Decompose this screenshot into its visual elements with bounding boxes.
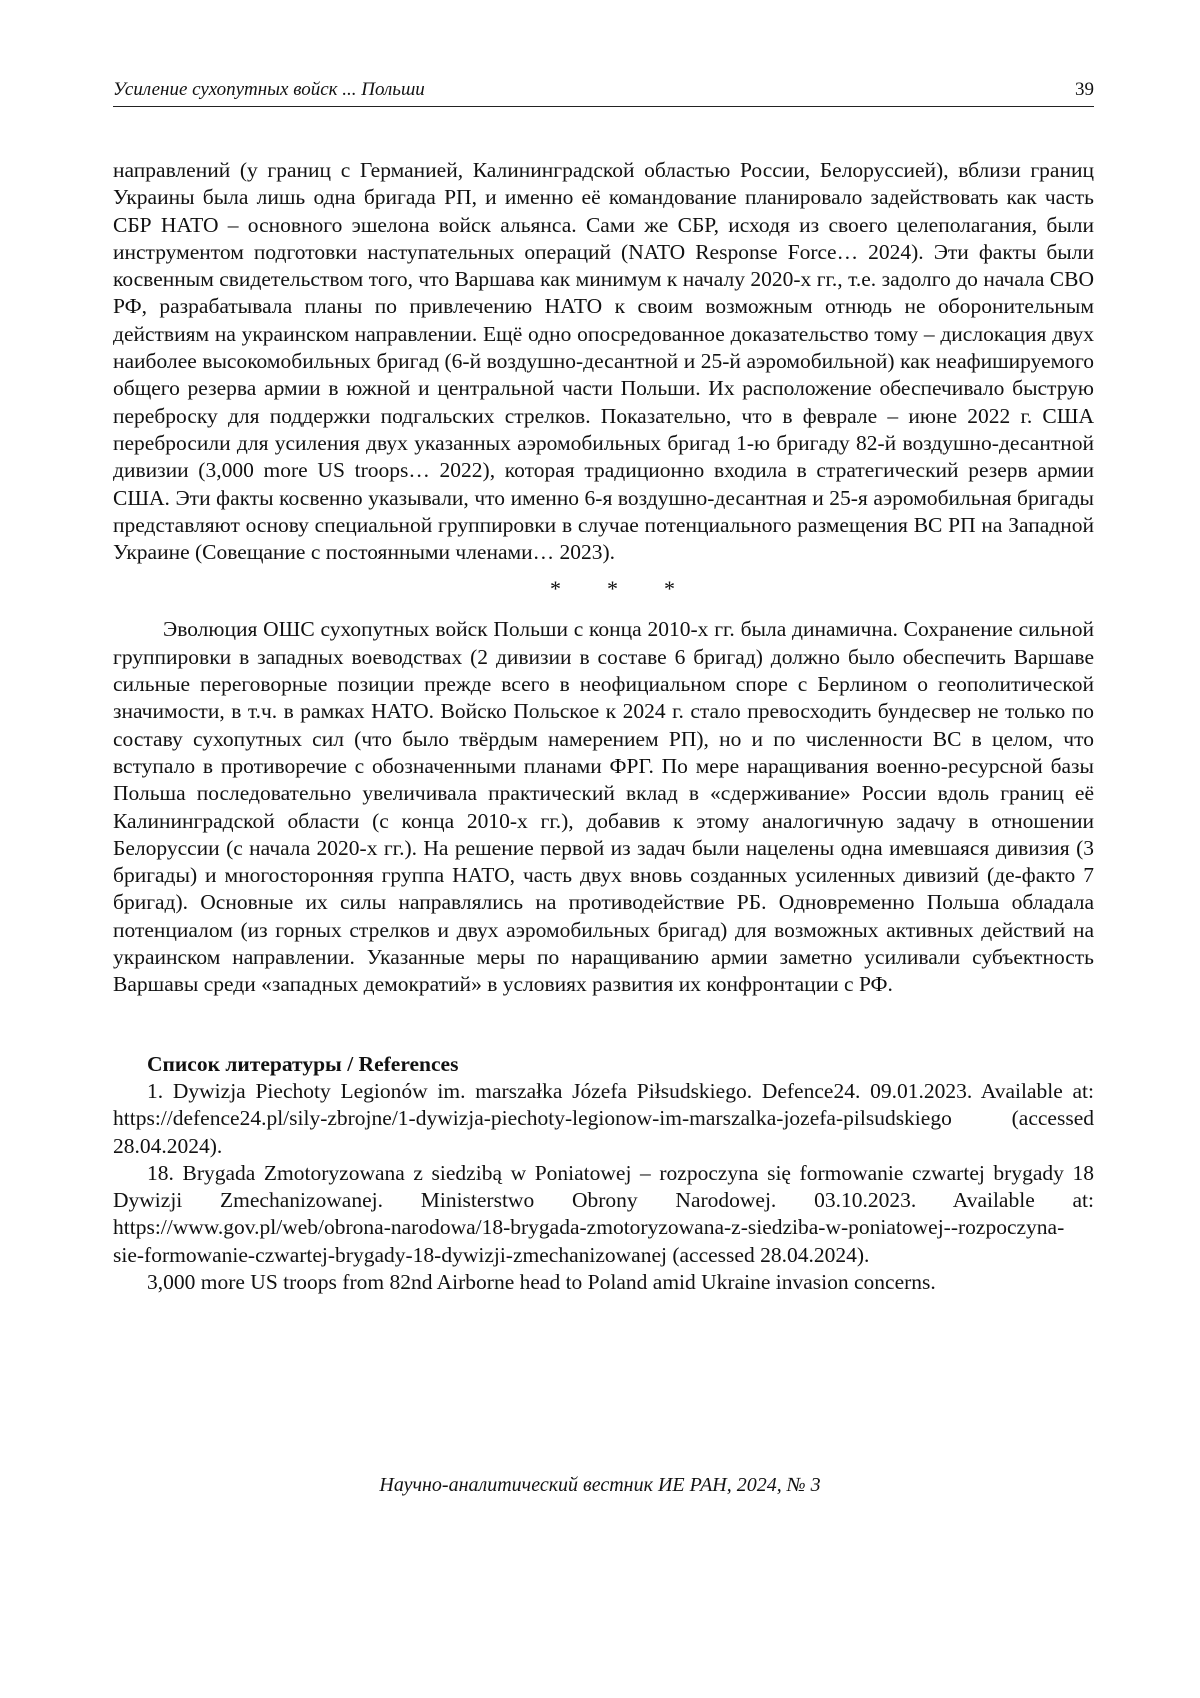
page	[113, 78, 1094, 1296]
running-title: Усиление сухопутных войск ... Польши	[113, 79, 425, 100]
page-number: 39	[1075, 79, 1094, 100]
article-body	[113, 157, 1094, 999]
separator-asterisk: *	[550, 576, 561, 602]
references-heading: Список литературы / References	[147, 1051, 459, 1076]
references-section	[113, 1051, 1094, 1297]
reference-item: 18. Brygada Zmotoryzowana z siedzibą w Poniatowej – rozpoczyna się formowanie czwartej brygady 18 Dywizji Zmechanizowanej. Ministerstwo Obrony Narodowej. 03.10.2023. Available at: https://www.gov.pl/web/obrona-narodowa/18-brygada-zmotoryzowana-z-siedziba-w-poniatowej--rozpoczyna-sie-formowanie-czwartej-brygady-18-dywizji-zmechanizowanej (accessed 28.04.2024).	[113, 1160, 1094, 1267]
running-footer: Научно-аналитический вестник ИЕ РАН, 2024, № 3	[379, 1474, 821, 1496]
separator-asterisk: *	[607, 576, 618, 602]
conclusion-paragraph: Эволюция ОШС сухопутных войск Польши с конца 2010-х гг. была динамична. Сохранение сильной группировки в западных воеводствах (2 дивизии в составе 6 бригад) должно было обеспечить Варшаве сильные переговорные позиции прежде всего в неофициальном споре с Берлином о геополитической значимости, в т.ч. в рамках НАТО. Войско Польское к 2024 г. стало превосходить бундесвер не только по составу сухопутных сил (что было твёрдым намерением РП), но и по численности ВС в целом, что вступало в противоречие с обозначенными планами ФРГ. По мере наращивания военно-ресурсной базы Польша последовательно увеличивала практический вклад в «сдерживание» России вдоль границ её Калининградской области (с конца 2010-х гг.), добавив к этому аналогичную задачу в отношении Белоруссии (с начала 2020-х гг.). На решение первой из задач были нацелены одна имевшаяся дивизия (3 бригады) и многосторонняя группа НАТО, часть двух вновь созданных усиленных дивизий (де-факто 7 бригад). Основные их силы направлялись на противодействие РБ. Одновременно Польша обладала потенциалом (из горных стрелков и двух аэромобильных бригад) для возможных активных действий на украинском направлении. Указанные меры по наращиванию армии заметно усиливали субъектность Варшавы среди «западных демократий» в условиях развития их конфронтации с РФ.	[113, 617, 1094, 997]
section-separator	[131, 574, 1094, 604]
separator-asterisk: *	[664, 576, 675, 602]
running-header	[113, 78, 1094, 107]
paragraph-continued: направлений (у границ с Германией, Калининградской областью России, Белоруссией), вблизи границ Украины была лишь одна бригада РП, и именно её командование планировало задействовать как часть СБР НАТО – основного эшелона войск альянса. Сами же СБР, исходя из своего целеполагания, были инструментом подготовки наступательных операций (NATO Response Force… 2024). Эти факты были косвенным свидетельством того, что Варшава как минимум к началу 2020-х гг., т.е. задолго до начала СВО РФ, разрабатывала планы по привлечению НАТО к своим возможным отнюдь не оборонительным действиям на украинском направлении. Ещё одно опосредованное доказательство тому – дислокация двух наиболее высокомобильных бригад (6-й воздушно-десантной и 25-й аэромобильной) как неафишируемого общего резерва армии в южной и центральной части Польши. Их расположение обеспечивало быструю переброску для поддержки подгальских стрелков. Показательно, что в феврале – июне 2022 г. США перебросили для усиления двух указанных аэромобильных бригад 1-ю бригаду 82-й воздушно-десантной дивизии (3,000 more US troops… 2022), которая традиционно входила в стратегический резерв армии США. Эти факты косвенно указывали, что именно 6-я воздушно-десантная и 25-я аэромобильная бригады представляют основу специальной группировки в случае потенциального размещения ВС РП на Западной Украине (Совещание с постоянными членами… 2023).	[113, 158, 1094, 565]
reference-item: 3,000 more US troops from 82nd Airborne head to Poland amid Ukraine invasion concerns.	[147, 1269, 936, 1294]
reference-item: 1. Dywizja Piechoty Legionów im. marszałka Józefa Piłsudskiego. Defence24. 09.01.2023. Available at: https://defence24.pl/sily-zbrojne/1-dywizja-piechoty-legionow-im-marszalka-jozefa-pilsudskiego (accessed 28.04.2024).	[113, 1078, 1094, 1158]
